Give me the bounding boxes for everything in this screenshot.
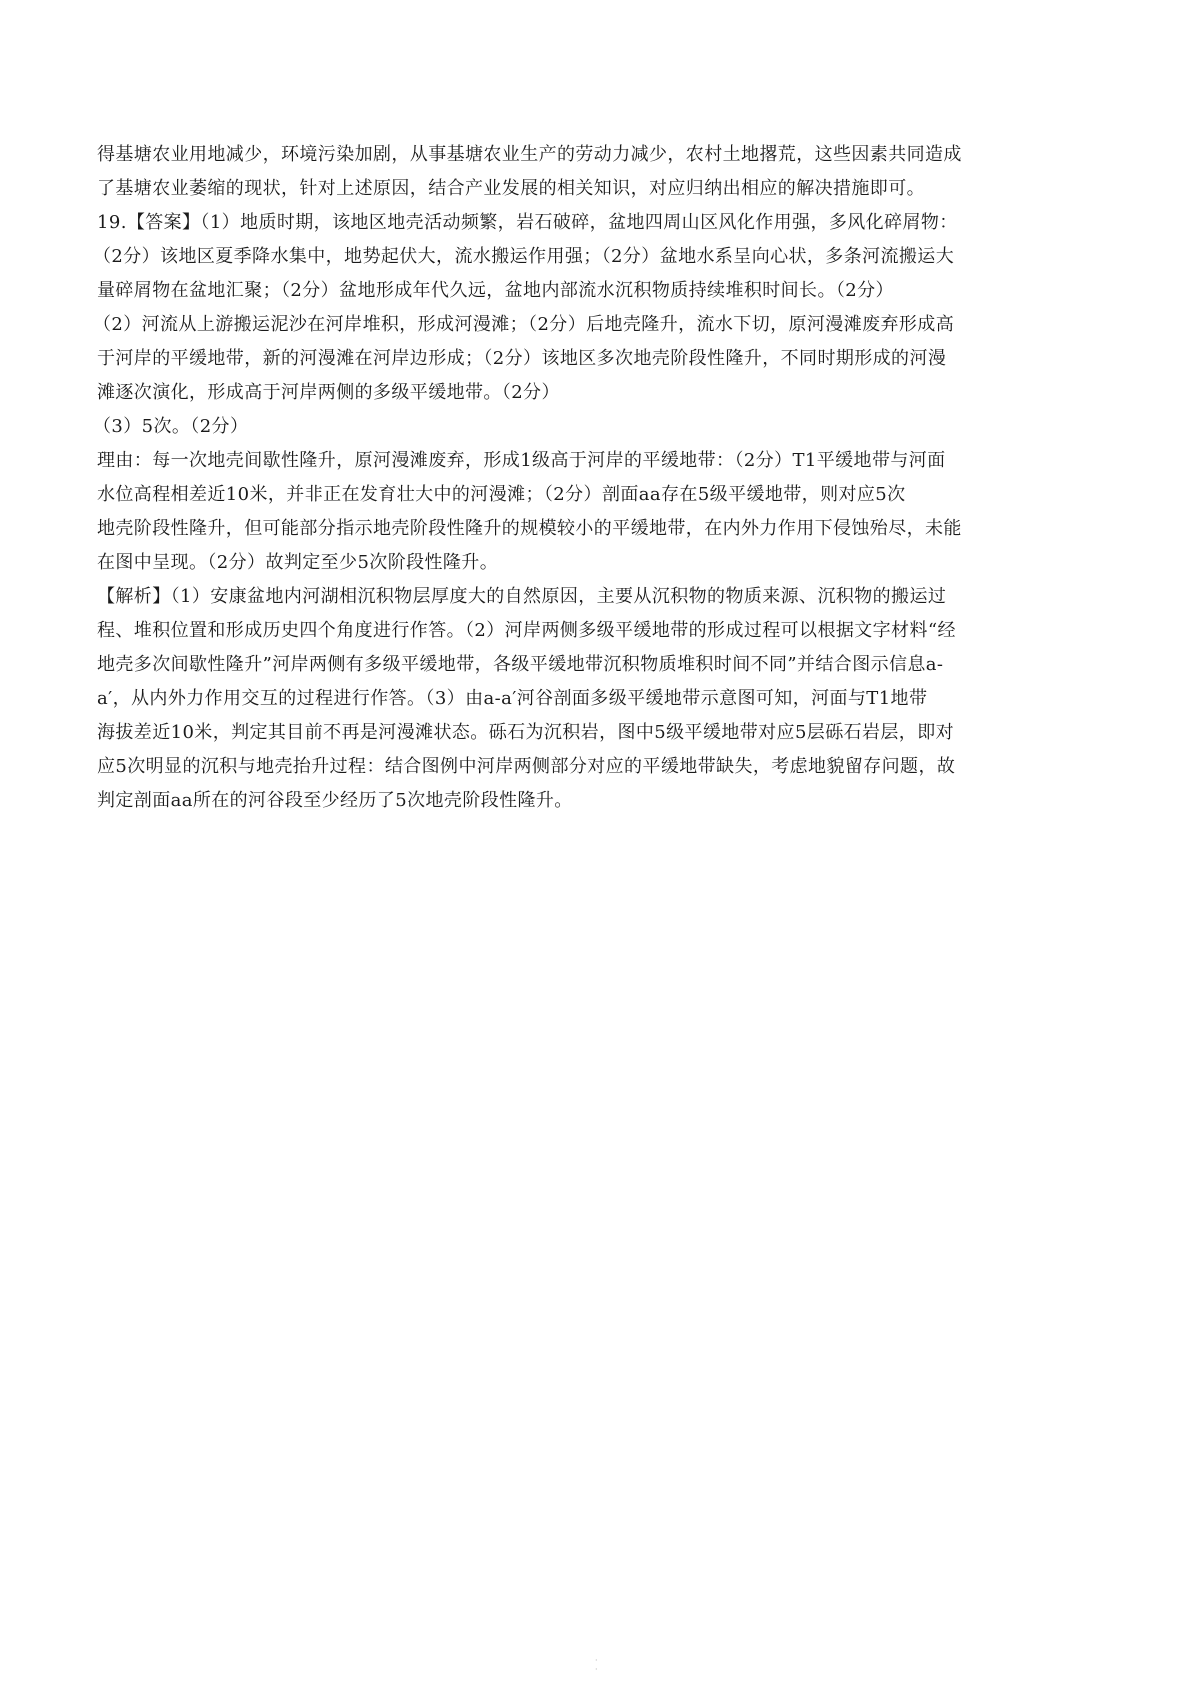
text-line: 了基塘农业萎缩的现状，针对上述原因，结合产业发展的相关知识，对应归纳出相应的解决措施即可。: [97, 178, 925, 199]
text-line: 应5次明显的沉积与地壳抬升过程：结合图例中河岸两侧部分对应的平缓地带缺失，考虑地貌留存问题，故: [97, 756, 956, 777]
answer-text-block: [93, 138, 1109, 818]
text-line: 在图中呈现。（2分）故判定至少5次阶段性隆升。: [97, 552, 499, 573]
question-19-answer-line: 19.【答案】（1）地质时期，该地区地壳活动频繁，岩石破碎，盆地四周山区风化作用强，多风化碎屑物：: [97, 212, 958, 233]
page-footer-mark: · ·: [595, 1656, 600, 1674]
text-line: 于河岸的平缓地带，新的河漫滩在河岸边形成；（2分）该地区多次地壳阶段性隆升，不同时期形成的河漫: [97, 348, 947, 369]
text-line: （2）河流从上游搬运泥沙在河岸堆积，形成河漫滩；（2分）后地壳隆升，流水下切，原河漫滩废弃形成高: [93, 314, 955, 335]
text-line: 程、堆积位置和形成历史四个角度进行作答。（2）河岸两侧多级平缓地带的形成过程可以根据文字材料“经: [97, 620, 956, 641]
text-line: 量碎屑物在盆地汇聚；（2分）盆地形成年代久远，盆地内部流水沉积物质持续堆积时间长。（2分）: [97, 280, 894, 301]
text-line: 判定剖面aa所在的河谷段至少经历了5次地壳阶段性隆升。: [97, 790, 573, 811]
text-line: 理由：每一次地壳间歇性隆升，原河漫滩废弃，形成1级高于河岸的平缓地带：（2分）T1平缓地带与河面: [97, 450, 946, 471]
text-line: 海拔差近10米，判定其目前不再是河漫滩状态。砾石为沉积岩，图中5级平缓地带对应5层砾石岩层，即对: [97, 722, 955, 743]
text-line: a′，从内外力作用交互的过程进行作答。（3）由a-a′河谷剖面多级平缓地带示意图可知，河面与T1地带: [97, 688, 928, 709]
text-line: （2分）该地区夏季降水集中，地势起伏大，流水搬运作用强；（2分）盆地水系呈向心状，多条河流搬运大: [93, 246, 955, 267]
analysis-heading-line: 【解析】（1）安康盆地内河湖相沉积物层厚度大的自然原因，主要从沉积物的物质来源、沉积物的搬运过: [97, 586, 947, 607]
text-line: 水位高程相差近10米，并非正在发育壮大中的河漫滩；（2分）剖面aa存在5级平缓地带，则对应5次: [97, 484, 906, 505]
text-line: （3）5次。（2分）: [93, 416, 249, 437]
text-line: 得基塘农业用地减少，环境污染加剧，从事基塘农业生产的劳动力减少，农村土地撂荒，这些因素共同造成: [97, 144, 962, 165]
text-line: 地壳阶段性隆升，但可能部分指示地壳阶段性隆升的规模较小的平缓地带，在内外力作用下侵蚀殆尽，未能: [97, 518, 962, 539]
text-line: 滩逐次演化，形成高于河岸两侧的多级平缓地带。（2分）: [97, 382, 560, 403]
text-line: 地壳多次间歇性隆升”河岸两侧有多级平缓地带，各级平缓地带沉积物质堆积时间不同”并结合图示信息a-: [97, 654, 944, 675]
